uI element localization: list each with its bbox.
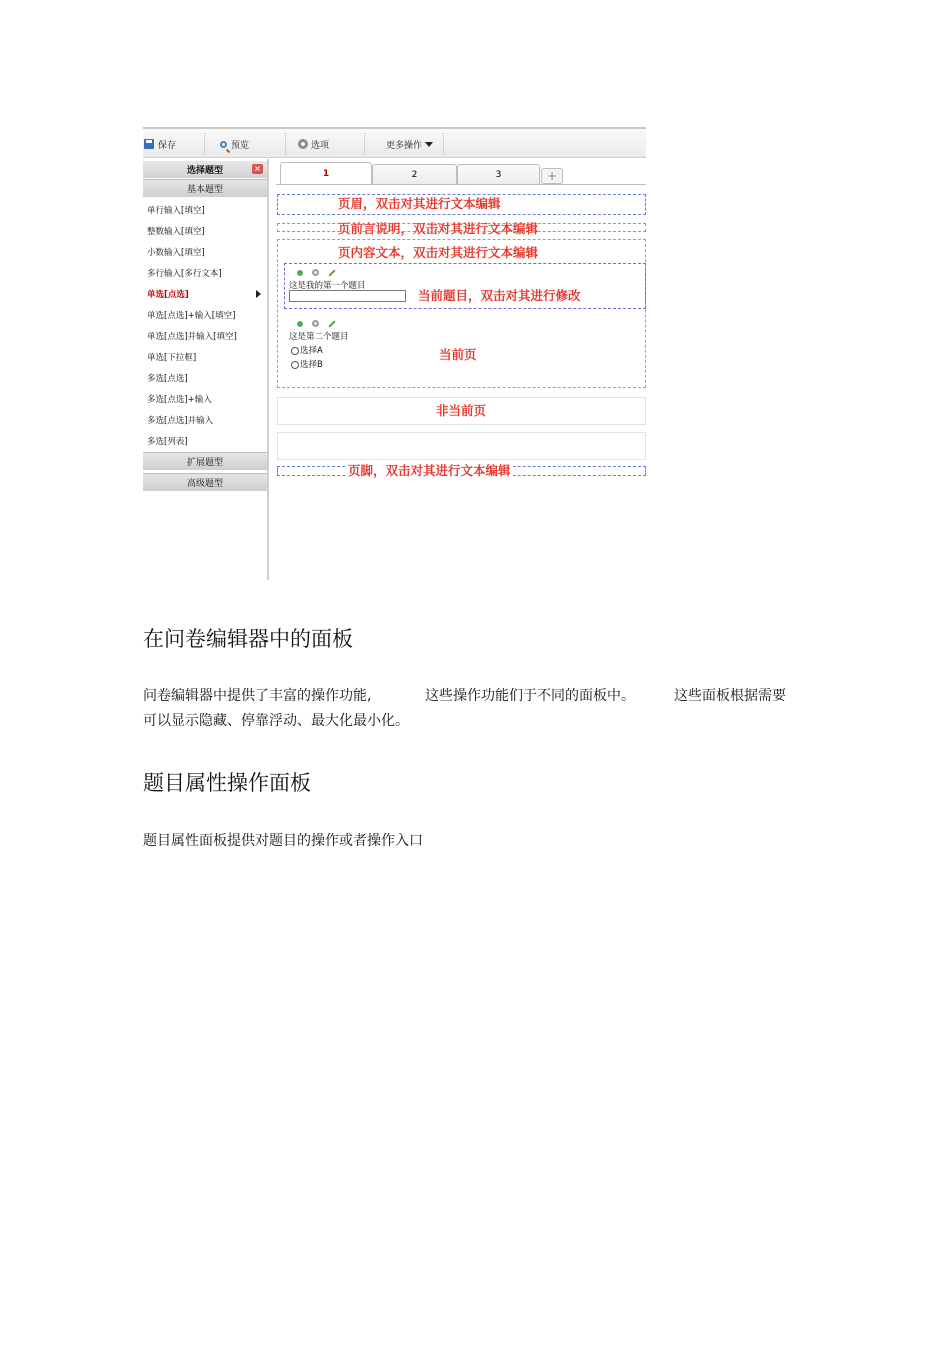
toolbar xyxy=(143,127,646,158)
gear-icon[interactable] xyxy=(312,320,319,327)
toolbar-divider xyxy=(364,133,365,155)
page-footer-note: 页脚，双击对其进行文本编辑 xyxy=(348,463,511,478)
caret-down-icon xyxy=(425,142,433,147)
group-advanced-types[interactable]: 高级题型 xyxy=(143,473,267,491)
option-b[interactable]: 选择B xyxy=(291,358,323,370)
paragraph-line-1b: 这些操作功能们于不同的面板中。 xyxy=(425,688,635,704)
question-type-item[interactable]: 单选[点选]并输入[填空] xyxy=(147,332,237,342)
current-page-note: 当前页 xyxy=(439,347,477,362)
question-type-item[interactable]: 单行输入[填空] xyxy=(147,206,205,216)
move-icon[interactable] xyxy=(297,270,303,276)
radio-icon[interactable] xyxy=(291,347,299,355)
question-type-item-active[interactable]: 单选[点选] xyxy=(147,287,267,301)
question-type-item[interactable]: 多选[点选]+输入 xyxy=(147,395,212,405)
preview-button[interactable]: 预览 xyxy=(220,133,249,155)
question-2-tools xyxy=(297,320,336,327)
tab-baseline xyxy=(276,184,646,185)
more-actions-button[interactable]: 更多操作 xyxy=(386,133,433,155)
current-question-note: 当前题目，双击对其进行修改 xyxy=(418,288,581,303)
options-button[interactable]: 选项 xyxy=(298,133,329,155)
question-1-input[interactable] xyxy=(289,290,406,302)
move-icon[interactable] xyxy=(297,321,303,327)
save-icon xyxy=(144,139,154,149)
question-2-label: 这是第二个题目 xyxy=(289,332,349,342)
question-type-item[interactable]: 多选[列表] xyxy=(147,437,188,447)
save-button[interactable]: 保存 xyxy=(144,133,176,155)
editor-screenshot xyxy=(143,127,646,580)
non-current-page-zone-2[interactable] xyxy=(277,432,646,460)
group-basic-types[interactable]: 基本题型 xyxy=(143,179,267,197)
add-tab-button[interactable]: + xyxy=(541,168,563,184)
question-1-tools xyxy=(297,269,336,276)
panel-title: 选择题型 × xyxy=(143,161,267,178)
non-current-page-note: 非当前页 xyxy=(436,403,487,418)
toolbar-divider xyxy=(285,133,286,155)
toolbar-divider xyxy=(443,133,444,155)
group-extended-types[interactable]: 扩展题型 xyxy=(143,452,267,470)
question-1-label: 这是我的第一个题目 xyxy=(289,281,366,291)
question-type-item[interactable]: 整数输入[填空] xyxy=(147,227,205,237)
question-type-item[interactable]: 单选[点选]+输入[填空] xyxy=(147,311,236,321)
question-type-item[interactable]: 小数输入[填空] xyxy=(147,248,205,258)
question-type-item[interactable]: 多行输入[多行文本] xyxy=(147,269,222,279)
paragraph-question-properties: 题目属性面板提供对题目的操作或者操作入口 xyxy=(143,833,423,849)
question-type-item[interactable]: 多选[点选] xyxy=(147,374,188,384)
page-header-note: 页眉，双击对其进行文本编辑 xyxy=(338,196,501,211)
question-type-item[interactable]: 多选[点选]并输入 xyxy=(147,416,214,426)
option-a[interactable]: 选择A xyxy=(291,344,323,356)
gear-icon xyxy=(298,139,308,149)
tab-page-1[interactable]: 1 xyxy=(280,162,372,184)
section-heading-panels: 在问卷编辑器中的面板 xyxy=(143,627,353,651)
current-page-zone[interactable] xyxy=(277,239,646,388)
radio-icon[interactable] xyxy=(291,361,299,369)
close-icon[interactable]: × xyxy=(252,164,263,174)
page-preface-note: 页前言说明，双击对其进行文本编辑 xyxy=(338,221,539,236)
tab-page-3[interactable]: 3 xyxy=(457,164,540,184)
paragraph-line-2: 可以显示隐藏、停靠浮动、最大化最小化。 xyxy=(143,713,409,729)
page-content-note: 页内容文本，双击对其进行文本编辑 xyxy=(338,245,539,260)
tab-page-2[interactable]: 2 xyxy=(372,164,457,184)
edit-icon[interactable] xyxy=(328,269,335,276)
section-heading-question-properties: 题目属性操作面板 xyxy=(143,771,311,795)
question-type-panel xyxy=(143,159,269,580)
toolbar-divider xyxy=(204,133,205,155)
gear-icon[interactable] xyxy=(312,269,319,276)
chevron-right-icon xyxy=(256,290,261,298)
edit-icon[interactable] xyxy=(328,320,335,327)
search-icon xyxy=(220,141,227,148)
paragraph-line-1a: 问卷编辑器中提供了丰富的操作功能, xyxy=(143,688,372,704)
paragraph-line-1c: 这些面板根据需要 xyxy=(674,688,786,704)
question-type-item[interactable]: 单选[下拉框] xyxy=(147,353,197,363)
